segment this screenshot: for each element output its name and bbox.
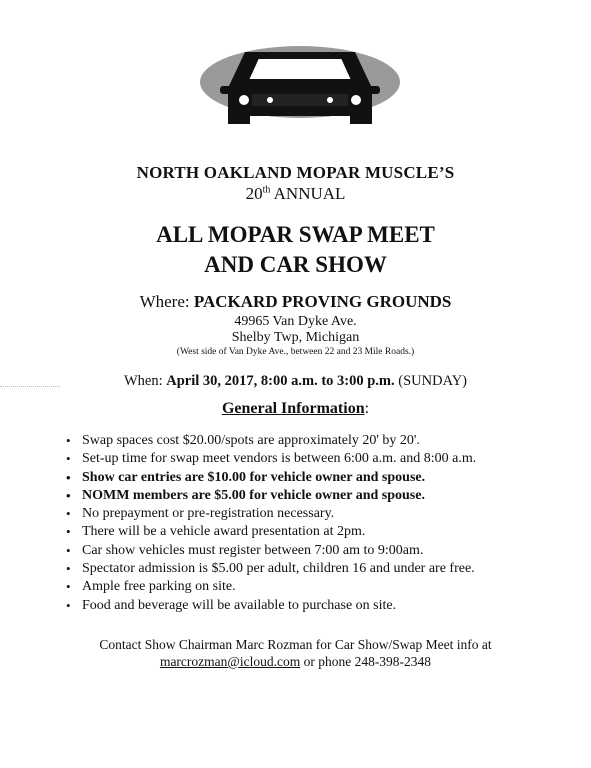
- list-item-text: Car show vehicles must register between 7:00 am to 9:00am.: [82, 542, 424, 558]
- bullet-icon: •: [66, 433, 71, 448]
- list-item-text: Spectator admission is $5.00 per adult, children 16 and under are free.: [82, 561, 475, 577]
- organization-name: NORTH OAKLAND MOPAR MUSCLE’S: [136, 163, 455, 182]
- list-item: [66, 505, 586, 523]
- bullet-icon: •: [66, 524, 71, 540]
- where-line: [0, 292, 591, 312]
- general-info-colon: :: [364, 400, 370, 417]
- bullet-icon: •: [66, 451, 71, 467]
- event-title-line1: ALL MOPAR SWAP MEET: [156, 222, 435, 247]
- when-label: When:: [123, 373, 167, 389]
- annual-ordinal: th: [262, 184, 271, 196]
- email-link[interactable]: marcrozman@icloud.com: [159, 654, 301, 669]
- contact-line: Contact Show Chairman Marc Rozman for Car Show/Swap Meet info at: [99, 637, 492, 652]
- general-info-heading: [0, 400, 591, 418]
- annual-number: 20: [245, 184, 263, 203]
- list-item: [66, 597, 586, 615]
- annual-word: ANNUAL: [270, 184, 346, 203]
- list-item-text: Set-up time for swap meet vendors is between 6:00 a.m. and 8:00 a.m.: [82, 451, 477, 467]
- muscle-car-front-icon: [200, 30, 400, 130]
- list-item: [66, 432, 586, 450]
- list-item: [66, 450, 586, 468]
- bullet-icon: •: [66, 506, 71, 522]
- contact-details: [0, 654, 591, 670]
- general-info-title: General Information: [221, 400, 365, 417]
- list-item: [66, 542, 586, 560]
- list-item: [66, 560, 586, 578]
- bullet-icon: •: [66, 579, 71, 595]
- list-item-text: Swap spaces cost $20.00/spots are approximately 20' by 20'.: [82, 433, 420, 448]
- event-day: (SUNDAY): [394, 373, 468, 389]
- list-item-text: There will be a vehicle award presentation at 2pm.: [82, 524, 366, 540]
- contact-phone: or phone 248-398-2348: [300, 654, 432, 669]
- event-date-time: April 30, 2017, 8:00 a.m. to 3:00 p.m.: [166, 373, 395, 389]
- when-line: [0, 373, 591, 390]
- bullet-icon: •: [66, 542, 71, 558]
- bullet-icon: •: [66, 597, 71, 613]
- list-item-text: Ample free parking on site.: [82, 579, 236, 595]
- list-item: [66, 469, 586, 487]
- info-list: [66, 432, 586, 615]
- list-item-text: No prepayment or pre-registration necessary.: [82, 506, 335, 522]
- address-note: (West side of Van Dyke Ave., between 22 and 23 Mile Roads.): [176, 347, 415, 357]
- list-item: [66, 523, 586, 541]
- address-city: Shelby Twp, Michigan: [231, 330, 360, 345]
- bullet-icon: •: [66, 469, 71, 485]
- bullet-icon: •: [66, 487, 71, 503]
- address-street: 49965 Van Dyke Ave.: [234, 314, 357, 329]
- list-item: [66, 487, 586, 505]
- bullet-icon: •: [66, 561, 71, 577]
- list-item-text: Show car entries are $10.00 for vehicle owner and spouse.: [82, 469, 426, 485]
- list-item: [66, 578, 586, 596]
- annual-edition: [0, 184, 591, 204]
- list-item-text: Food and beverage will be available to purchase on site.: [82, 597, 397, 613]
- venue-name: PACKARD PROVING GROUNDS: [193, 292, 452, 311]
- event-title-line2: AND CAR SHOW: [204, 252, 387, 277]
- list-item-text: NOMM members are $5.00 for vehicle owner and spouse.: [82, 487, 425, 503]
- where-label: Where:: [139, 292, 194, 311]
